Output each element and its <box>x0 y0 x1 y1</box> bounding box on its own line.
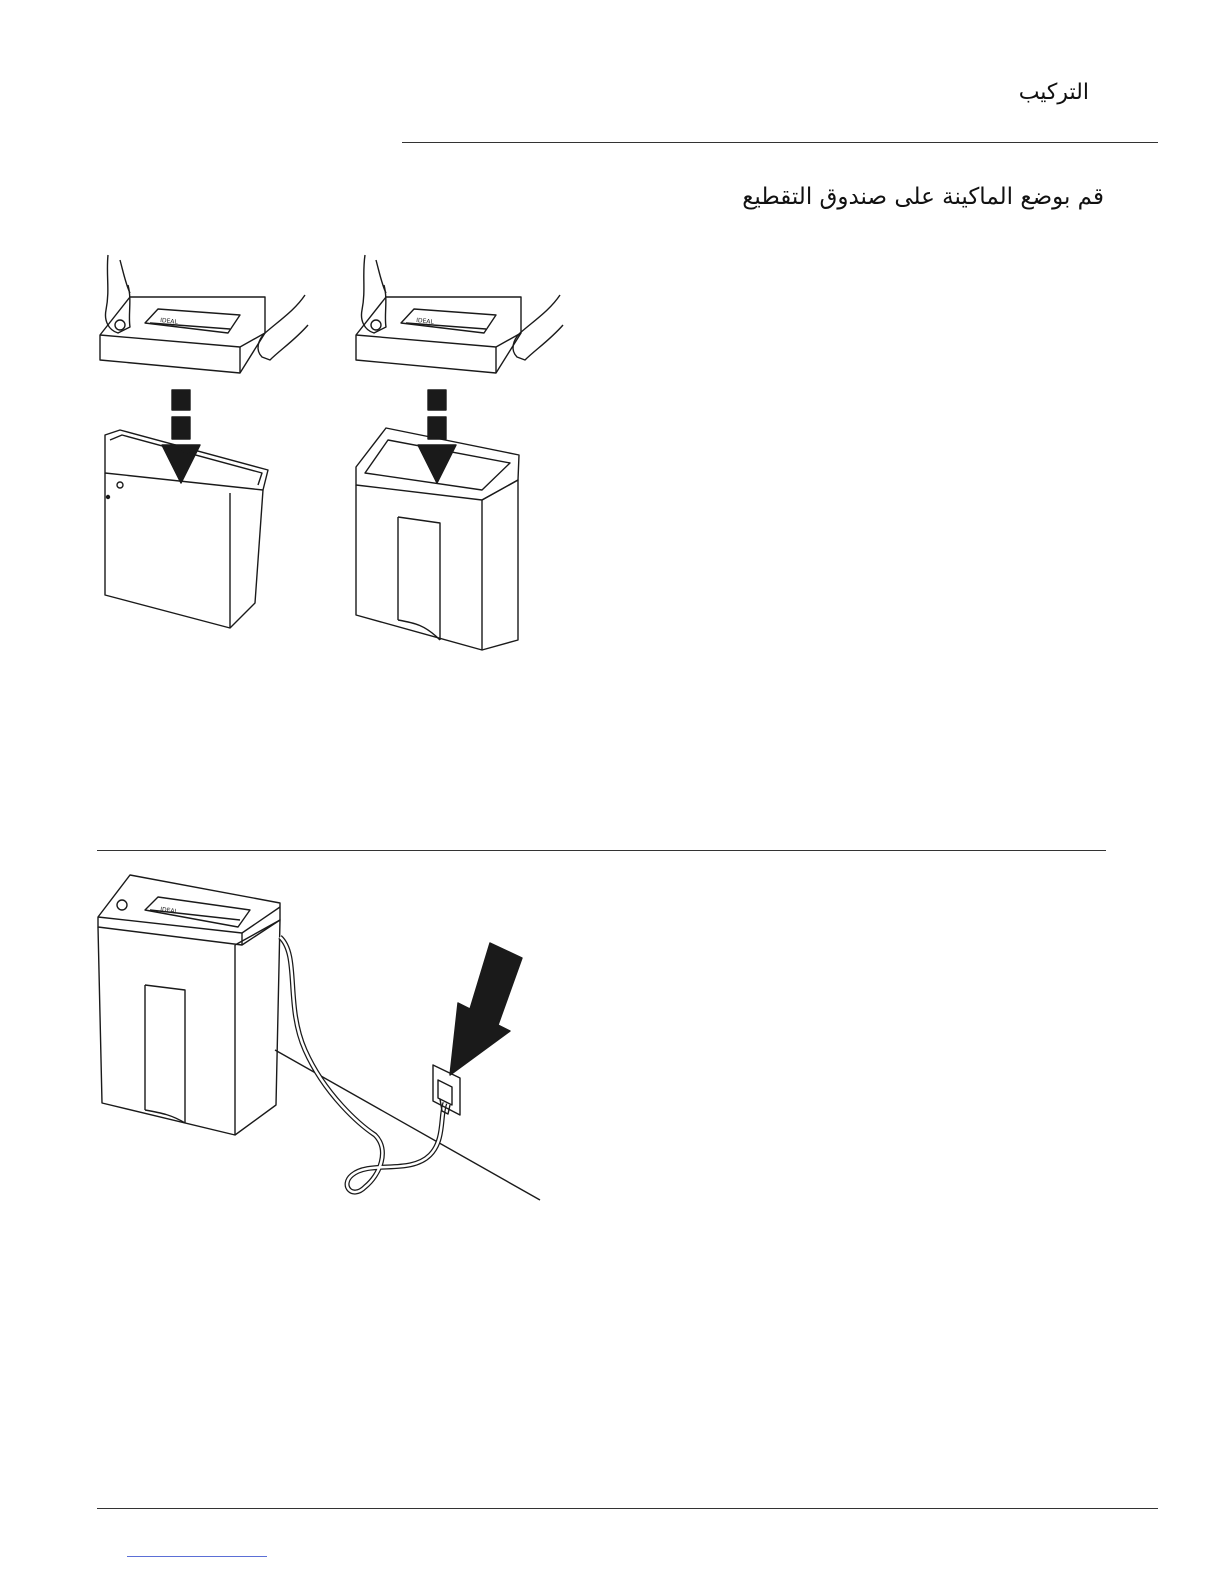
open-bin-variant <box>100 255 308 628</box>
instruction-text: قم بوضع الماكينة على صندوق التقطيع <box>742 184 1104 210</box>
placement-illustration <box>90 245 580 665</box>
assembled-shredder <box>98 875 280 1135</box>
insert-arrow-icon <box>450 943 522 1075</box>
brand-label: IDEAL <box>415 317 435 326</box>
closed-bin-variant <box>356 255 563 650</box>
brand-label: IDEAL <box>159 317 179 326</box>
plug-in-illustration <box>90 865 560 1220</box>
section-divider <box>97 850 1106 851</box>
down-arrow-icon <box>418 445 456 483</box>
section-title: التركيب <box>1018 80 1089 105</box>
header-divider <box>402 142 1158 143</box>
power-cord <box>280 937 445 1192</box>
footer-link-underline[interactable] <box>127 1556 267 1557</box>
footer-divider <box>97 1508 1158 1509</box>
brand-label: IDEAL <box>159 906 179 916</box>
